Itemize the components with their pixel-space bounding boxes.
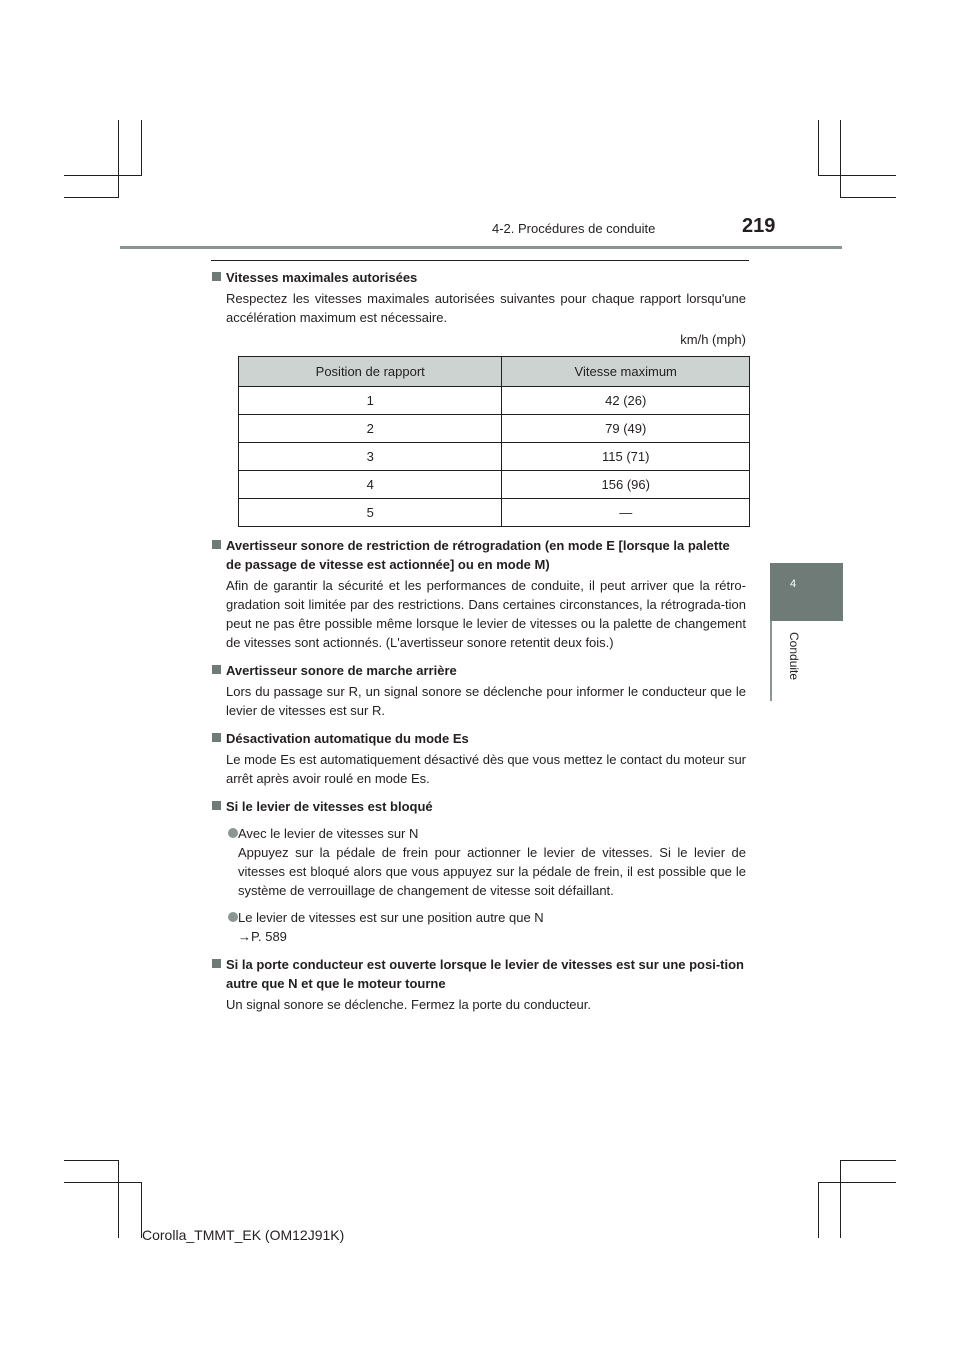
speed-table — [238, 356, 750, 527]
square-bullet-icon — [212, 733, 221, 742]
table-row — [239, 471, 750, 499]
bullet-title: Avec le levier de vitesses sur N — [238, 826, 419, 841]
crop-mark — [64, 197, 119, 198]
crop-mark — [840, 120, 841, 198]
chapter-number: 4 — [790, 578, 797, 590]
square-bullet-icon — [212, 801, 221, 810]
page-number: 219 — [742, 215, 776, 237]
table-row — [239, 443, 750, 471]
header-rule — [120, 246, 842, 249]
page-reference: →P. 589 — [238, 929, 287, 944]
table-row — [239, 387, 750, 415]
crop-mark — [64, 175, 142, 176]
chapter-label: Conduite — [787, 632, 801, 681]
table-cell: 156 (96) — [502, 471, 750, 499]
section-heading: Si le levier de vitesses est bloqué — [211, 797, 746, 816]
square-bullet-icon — [212, 959, 221, 968]
crop-mark — [141, 120, 142, 176]
table-header: Position de rapport — [239, 357, 502, 387]
table-cell: 2 — [239, 415, 502, 443]
crop-mark — [818, 175, 896, 176]
table-cell: 42 (26) — [502, 387, 750, 415]
crop-mark — [64, 1160, 119, 1161]
crop-mark — [840, 197, 896, 198]
table-cell: — — [502, 499, 750, 527]
bullet-title: Le levier de vitesses est sur une position autre que N — [238, 910, 544, 925]
content-top-rule — [211, 260, 749, 261]
crop-mark — [840, 1160, 896, 1161]
table-row — [239, 499, 750, 527]
section-text: Lors du passage sur R, un signal sonore se déclenche pour informer le conducteur que le levier de vitesses est sur R. — [226, 684, 746, 718]
circle-bullet-icon — [228, 912, 238, 922]
section-text: Un signal sonore se déclenche. Fermez la porte du conducteur. — [226, 997, 591, 1012]
chapter-tab — [770, 563, 843, 621]
table-header: Vitesse maximum — [502, 357, 750, 387]
section-title: 4-2. Procédures de conduite — [492, 221, 656, 236]
section-text: Le mode Es est automatiquement désactivé dès que vous mettez le contact du moteur sur arrêt après avoir roulé en mode Es. — [226, 752, 746, 786]
table-cell: 1 — [239, 387, 502, 415]
crop-mark — [818, 120, 819, 176]
section-text: Respectez les vitesses maximales autorisées suivantes pour chaque rapport lorsqu'une accélération maximum est nécessaire. — [226, 291, 746, 325]
crop-mark — [118, 120, 119, 198]
chapter-tab-line — [770, 621, 772, 701]
square-bullet-icon — [212, 272, 221, 281]
section-heading: Désactivation automatique du mode Es — [211, 729, 746, 748]
section-text: Afin de garantir la sécurité et les performances de conduite, il peut arriver que la rétro-gradation soit limitée par des restrictions. Dans certaines circonstances, la rétrograda-tion peut ne pas être possible même lorsque le levier de vitesses ou la palette de changement de vitesses sont actionnés. (L'avertisseur sonore retentit deux fois.) — [226, 578, 746, 650]
page-content — [211, 268, 746, 1014]
section-heading: Avertisseur sonore de marche arrière — [211, 661, 746, 680]
section-heading: Vitesses maximales autorisées — [211, 268, 746, 287]
table-cell: 115 (71) — [502, 443, 750, 471]
table-cell: 3 — [239, 443, 502, 471]
circle-bullet-icon — [228, 828, 238, 838]
list-item — [211, 908, 746, 946]
section-heading: Si la porte conducteur est ouverte lorsque le levier de vitesses est sur une posi-tion autre que N et que le moteur tourne — [211, 955, 746, 993]
crop-mark — [818, 1182, 896, 1183]
table-cell: 4 — [239, 471, 502, 499]
square-bullet-icon — [212, 665, 221, 674]
section-heading: Avertisseur sonore de restriction de rétrogradation (en mode E [lorsque la palette de passage de vitesse est actionnée] ou en mode M) — [211, 536, 746, 574]
list-item — [211, 824, 746, 900]
table-cell: 5 — [239, 499, 502, 527]
unit-label: km/h (mph) — [680, 332, 746, 347]
crop-mark — [64, 1182, 142, 1183]
document-footer: Corolla_TMMT_EK (OM12J91K) — [142, 1227, 345, 1243]
table-row — [239, 415, 750, 443]
bullet-text: Appuyez sur la pédale de frein pour actionner le levier de vitesses. Si le levier de vitesses est bloqué alors que vous appuyez sur la pédale de frein, il est possible que le système de verrouillage de changement de vitesse soit défaillant. — [238, 845, 746, 898]
table-header-row — [239, 357, 750, 387]
crop-mark — [118, 1160, 119, 1238]
table-cell: 79 (49) — [502, 415, 750, 443]
square-bullet-icon — [212, 540, 221, 549]
crop-mark — [818, 1182, 819, 1238]
crop-mark — [840, 1160, 841, 1238]
